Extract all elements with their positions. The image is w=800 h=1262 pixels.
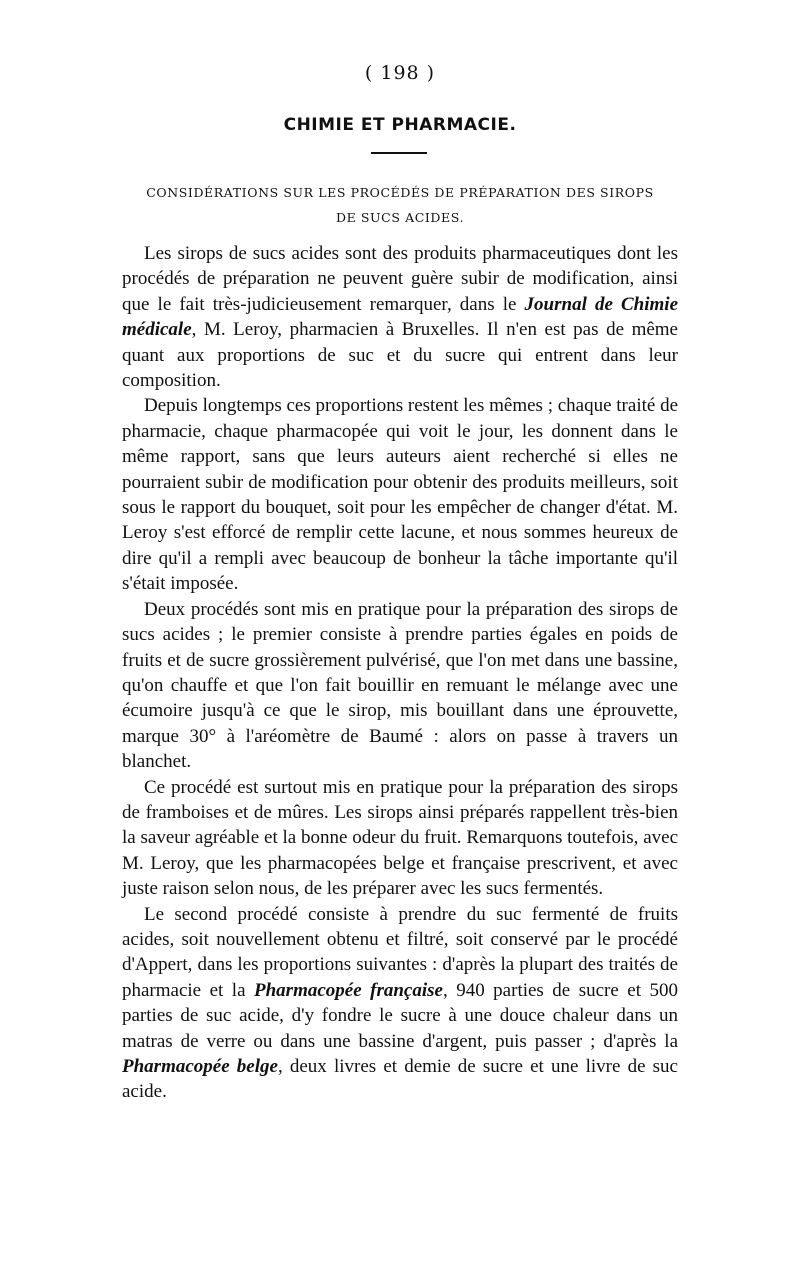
- pharmacopee-belge: Pharmacopée belge: [122, 1056, 278, 1077]
- article-title: CONSIDÉRATIONS SUR LES PROCÉDÉS DE PRÉPARATION DES SIROPS DE SUCS ACIDES.: [146, 185, 654, 225]
- paragraph-5-text-c: , deux livres et demie de sucre et une livre de suc acide.: [122, 1056, 678, 1103]
- paragraph-1: [122, 241, 678, 393]
- section-title: CHIMIE ET PHARMACIE.: [283, 115, 517, 135]
- paragraph-5: [122, 902, 678, 1105]
- article-body: [122, 241, 678, 1105]
- paragraph-3: Deux procédés sont mis en pratique pour la préparation des sirops de sucs acides ; le premier consiste à prendre parties égales en poids de fruits et de sucre grossièrement pulvérisé, que l'on met dans une bassine, qu'on chauffe et que l'on fait bouillir en remuant le mélange avec une écumoire jusqu'à ce que le sirop, mis bouillant dans une éprouvette, marque 30° à l'aréomètre de Baumé : alors on passe à travers un blanchet.: [122, 598, 678, 773]
- journal-title: Journal de Chimie médicale: [122, 293, 678, 341]
- paragraph-5-text-b: , 940 parties de sucre et 500 parties de suc acide, d'y fondre le sucre à une douce chaleur dans un matras de verre ou dans une bassine d'argent, puis passer ; d'après la: [122, 979, 678, 1052]
- paragraph-2: Depuis longtemps ces proportions restent les mêmes ; chaque traité de pharmacie, chaque pharmacopée qui voit le jour, les donnent dans le même rapport, sans que leurs auteurs aient recherché si elles ne pourraient subir de modification pour obtenir des produits meilleurs, soit sous le rapport du bouquet, soit pour les empêcher de changer d'état. M. Leroy s'est efforcé de remplir cette lacune, et nous sommes heureux de dire qu'il a rempli avec beaucoup de bonheur la tâche importante qu'il s'était imposée.: [122, 395, 678, 595]
- paragraph-1-text-a: Les sirops de sucs acides sont des produits pharmaceutiques dont les procédés de préparation ne peuvent guère subir de modification, ainsi que le fait très-judicieusement remarquer, dans le: [122, 243, 678, 315]
- paragraph-5-text-a: Le second procédé consiste à prendre du suc fermenté de fruits acides, soit nouvellement obtenu et filtré, soit conservé par le procédé d'Appert, dans les proportions suivantes : d'après la plupart des traités de pharmacie et la: [122, 903, 678, 1001]
- paragraph-1-text-b: , M. Leroy, pharmacien à Bruxelles. Il n'en est pas de même quant aux proportions de suc et du sucre qui entrent dans leur composition.: [122, 319, 678, 392]
- title-rule: [371, 152, 427, 154]
- page-number: ( 198 ): [364, 62, 436, 84]
- paragraph-4: Ce procédé est surtout mis en pratique pour la préparation des sirops de framboises et de mûres. Les sirops ainsi préparés rappellent très-bien la saveur agréable et la bonne odeur du fruit. Remarquons toutefois, avec M. Leroy, que les pharmacopées belge et française prescrivent, et avec juste raison selon nous, de les préparer avec les sucs fermentés.: [122, 776, 678, 900]
- pharmacopee-francaise: Pharmacopée française: [254, 979, 443, 1001]
